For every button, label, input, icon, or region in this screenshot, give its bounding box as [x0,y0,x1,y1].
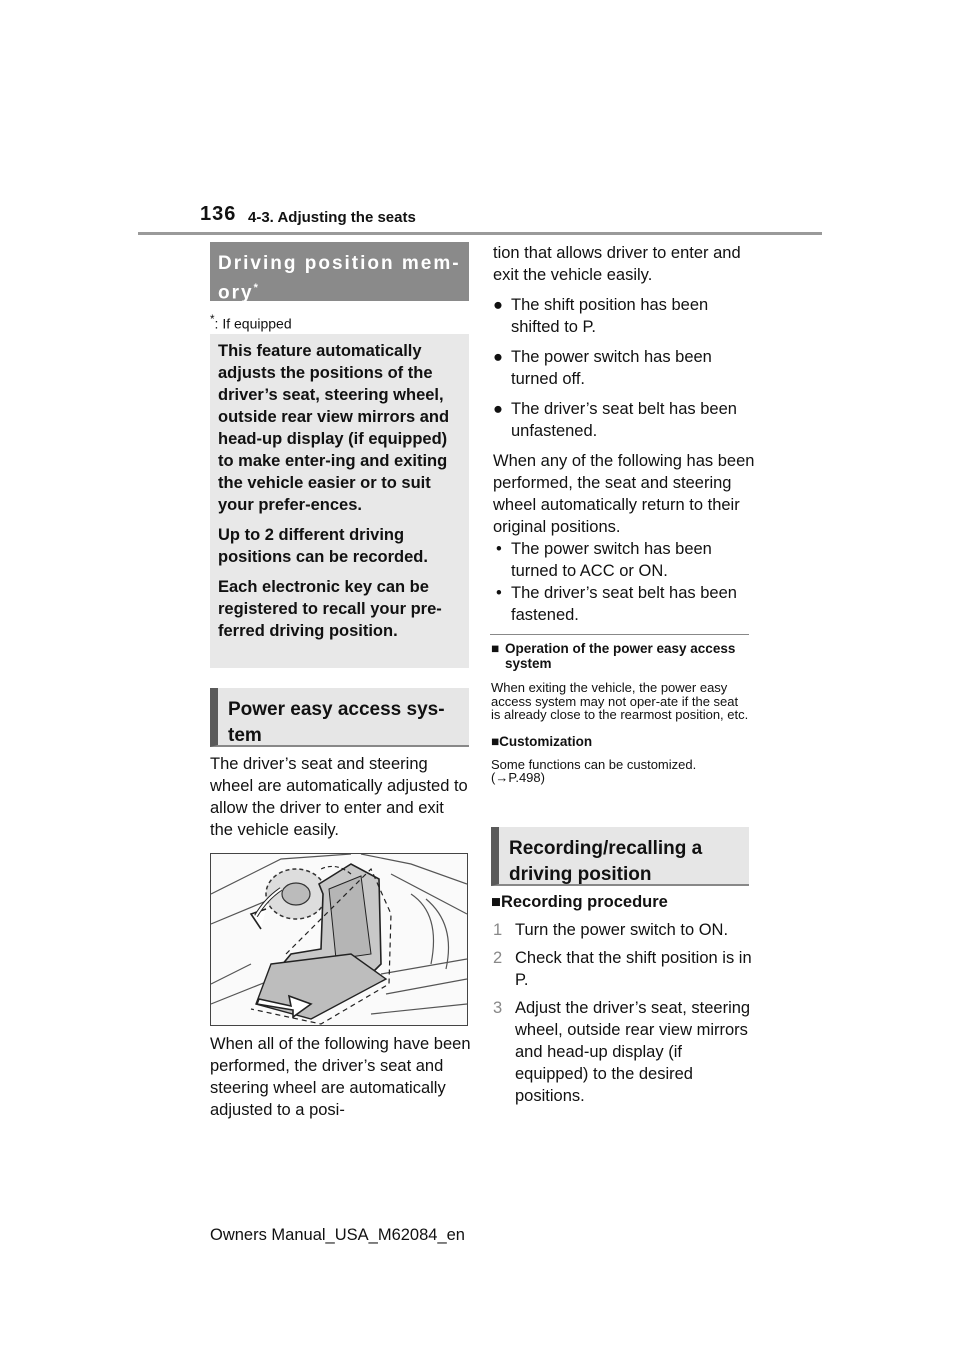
notes-divider [490,634,749,635]
heading-asterisk: * [253,282,258,294]
power-easy-access-heading: Power easy access sys-tem [210,688,469,747]
bullet-marker: ● [493,348,503,366]
customization-ref [491,771,749,785]
recording-procedure [491,891,753,1113]
feature-summary-box [210,334,469,668]
step-number: 1 [493,921,503,939]
feature-summary-p2: Up to 2 different driving positions can be recorded. [218,526,428,566]
dash-item [493,538,755,582]
step-text: Check that the shift position is in P. [515,949,752,989]
footnote [210,313,292,332]
step-number: 3 [493,999,503,1017]
section-title: 4-3. Adjusting the seats [248,209,416,226]
customization-title-text: Customization [499,733,593,749]
feature-summary-p3: Each electronic key can be registered to recall your pre-ferred driving position. [218,578,442,640]
dash-marker: • [496,584,502,602]
step-item [491,947,753,991]
power-easy-access-conditions [210,1033,472,1121]
dash-marker: • [496,540,502,558]
customization-sentence: Some functions can be customized. [491,756,697,772]
step-text: Adjust the driver’s seat, steering wheel, outside rear view mirrors and head-up display (if equipped) to the desired positions. [515,999,751,1105]
step-number: 2 [493,949,503,967]
bullet-marker: ● [493,296,503,314]
step-item [491,919,753,941]
procedure-title-text: Recording procedure [500,893,668,911]
notes-block [491,641,749,785]
arrow-right-icon: → [495,770,509,785]
power-easy-access-intro [210,753,470,841]
recording-heading: Recording/recalling a driving position [491,827,749,886]
right-column-text [493,242,755,626]
bullet-text: The driver’s seat belt has been unfastened. [511,400,737,440]
square-marker: ■ [491,733,500,749]
operation-text: When exiting the vehicle, the power easy access system may not oper-ate if the seat is already close to the rearmost position, etc. [491,680,749,722]
square-marker: ■ [491,893,501,911]
ref-open-paren: ( [491,770,496,785]
step-text: Turn the power switch to ON. [515,921,729,939]
power-easy-access-p1: The driver’s seat and steering wheel are automatically adjusted to allow the driver to enter and exit the vehicle easily. [210,755,468,839]
footnote-text: : If equipped [214,315,292,332]
header-rule [138,232,822,235]
customization-text [491,758,749,785]
page-reference-link[interactable]: P.498) [508,770,545,785]
driving-memory-heading-text: Driving position mem-ory [218,253,461,304]
page-number: 136 [200,203,237,225]
power-easy-access-p2: When all of the following have been performed, the driver’s seat and steering wheel are automatically adjusted to a posi- [210,1035,471,1119]
dash-text: The power switch has been turned to ACC or ON. [511,540,712,580]
feature-summary-p1: This feature automatically adjusts the positions of the driver’s seat, steering wheel, outside rear view mirrors and head-up display (if equipped) to make enter-ing and exiting the vehicle easier or to suit your prefer-ences. [218,342,450,514]
bullet-item [493,398,755,442]
dash-item [493,582,755,626]
bullet-marker: ● [493,400,503,418]
bullet-item [493,346,755,390]
driving-memory-heading [210,242,469,304]
customization-title [491,734,749,749]
bullet-item [493,294,755,338]
bullet-text: The shift position has been shifted to P. [511,296,709,336]
footnote-asterisk: * [210,313,215,326]
square-marker: ■ [491,641,500,656]
bullet-text: The power switch has been turned off. [511,348,712,388]
operation-title [491,641,749,671]
seat-illustration-svg [211,854,467,1025]
return-paragraph: When any of the following has been performed, the seat and steering wheel automatically return to their original positions. [493,452,755,536]
step-item [491,997,753,1107]
procedure-title [491,891,753,913]
dash-text: The driver’s seat belt has been fastened. [511,584,737,624]
operation-title-text: Operation of the power easy access system [505,641,736,671]
continued-paragraph: tion that allows driver to enter and exit the vehicle easily. [493,244,741,284]
seat-illustration [210,853,468,1026]
footer-text: Owners Manual_USA_M62084_en [210,1226,465,1244]
